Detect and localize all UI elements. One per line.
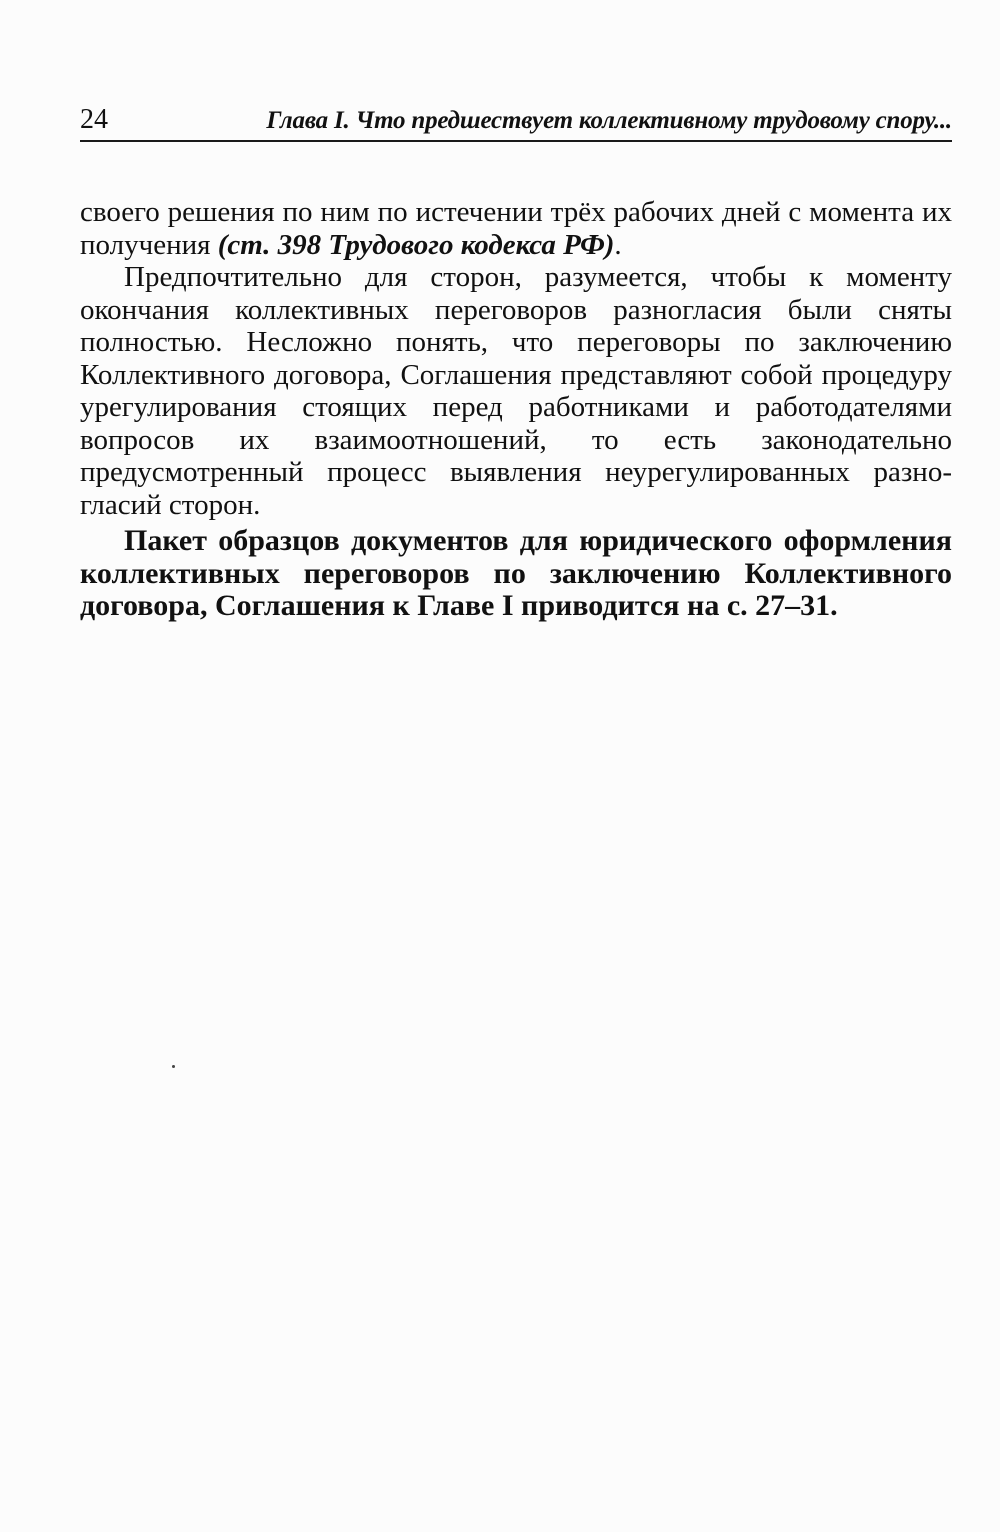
body-text — [80, 196, 952, 623]
paragraph-1-end: . — [614, 228, 622, 261]
page-number: 24 — [80, 104, 108, 135]
page-header — [80, 100, 952, 142]
running-head: Глава I. Что предшествует коллективному трудовому спору... — [266, 107, 952, 134]
print-speck — [172, 1065, 175, 1068]
paragraph-3-bold: Пакет образцов документов для юридического оформления коллективных переговоров по заключению Коллективного договора, Соглашения к Главе I приводится на с. 27–31. — [80, 524, 952, 622]
paragraph-2: Предпочтительно для сторон, разумеется, чтобы к моменту окончания коллективных переговоров разногласия были сняты полностью. Несложно понять, что переговоры по заключению Коллективного договора, Соглашения представляют собой процедуру урегулирования стоящих перед работниками и работодателями вопросов их взаимоотношений, то есть законодательно предусмотренный процесс выявления неурегулированных разногласий сторон. — [80, 261, 952, 521]
paragraph-1 — [80, 196, 952, 261]
paragraph-1-text: своего решения по ним по истечении трёх рабочих дней с момента их получения — [80, 196, 952, 261]
law-citation: (ст. 398 Трудового кодекса РФ) — [217, 228, 615, 261]
